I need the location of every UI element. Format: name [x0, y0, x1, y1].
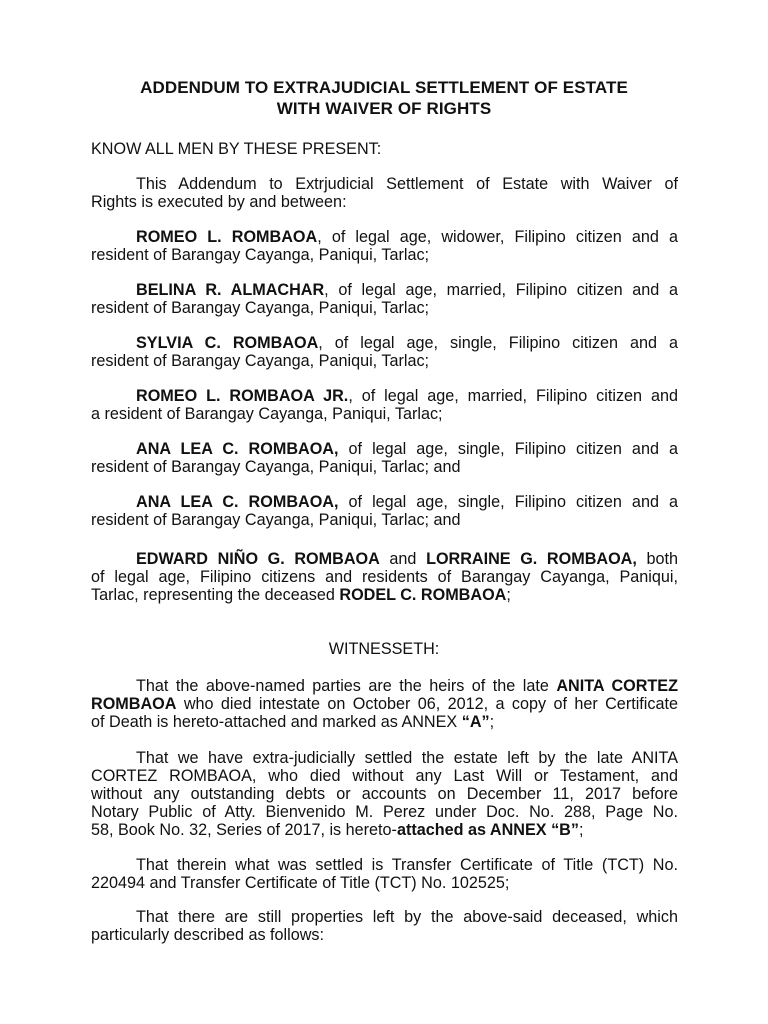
settlement-line-2: CORTEZ ROMBAOA, who died without any Last Will or Testament, and	[91, 767, 678, 785]
party-name: ANA LEA C. ROMBAOA,	[136, 493, 339, 511]
representation-line-2: of legal age, Filipino citizens and residents of Barangay Cayanga, Paniqui,	[91, 568, 678, 586]
party-line-1	[136, 493, 678, 511]
representation-line-3	[91, 586, 678, 604]
heirs-text: That the above-named parties are the heirs of the late	[136, 677, 557, 695]
representative-name: LORRAINE G. ROMBAOA,	[426, 550, 637, 568]
deceased-name: RODEL C. ROMBAOA	[339, 586, 507, 604]
decedent-surname: ROMBAOA	[91, 695, 177, 713]
party-line-1	[136, 334, 678, 352]
party-description: of legal age, single, Filipino citizen and a	[338, 440, 678, 458]
heirs-line-3	[91, 713, 678, 731]
party-description: , of legal age, widower, Filipino citizen and a	[317, 228, 678, 246]
settlement-line-4: Notary Public of Atty. Bienvenido M. Perez under Doc. No. 288, Page No.	[91, 803, 678, 821]
representation-line-1	[136, 550, 678, 568]
party-line-1	[136, 228, 678, 246]
party-residence: resident of Barangay Cayanga, Paniqui, Tarlac; and	[91, 458, 461, 476]
settlement-line-5	[91, 821, 678, 839]
party-description: of legal age, single, Filipino citizen and a	[338, 493, 678, 511]
party-name: ROMEO L. ROMBAOA JR.	[136, 387, 349, 405]
party-name: BELINA R. ALMACHAR	[136, 281, 325, 299]
witnesseth-heading: WITNESSETH:	[328, 640, 440, 658]
party-residence: resident of Barangay Cayanga, Paniqui, Tarlac;	[91, 352, 430, 370]
settlement-end: ;	[578, 821, 584, 839]
representation-end: ;	[506, 586, 511, 604]
document-title-line-1: ADDENDUM TO EXTRAJUDICIAL SETTLEMENT OF ESTATE	[140, 78, 628, 97]
party-name: SYLVIA C. ROMBAOA	[136, 334, 319, 352]
opening-statement: KNOW ALL MEN BY THESE PRESENT:	[91, 140, 382, 158]
party-line-1	[136, 387, 678, 405]
representation-conjunction: and	[379, 550, 427, 568]
document-title-line-2: WITH WAIVER OF RIGHTS	[276, 99, 492, 118]
properties-line-1: That there are still properties left by the above-said deceased, which	[136, 908, 678, 926]
intro-line-1: This Addendum to Extrjudicial Settlement of Estate with Waiver of	[136, 175, 678, 193]
annex-b-label: attached as ANNEX “B”	[396, 821, 579, 839]
heirs-text: who died intestate on October 06, 2012, a copy of her Certificate	[176, 695, 678, 713]
tct-line-1: That therein what was settled is Transfer Certificate of Title (TCT) No.	[136, 856, 678, 874]
party-residence: resident of Barangay Cayanga, Paniqui, Tarlac;	[91, 246, 430, 264]
party-line-1	[136, 281, 678, 299]
party-name: ROMEO L. ROMBAOA	[136, 228, 318, 246]
party-name: ANA LEA C. ROMBAOA,	[136, 440, 339, 458]
properties-line-2: particularly described as follows:	[91, 926, 325, 944]
party-residence: resident of Barangay Cayanga, Paniqui, Tarlac; and	[91, 511, 461, 529]
decedent-name: ANITA CORTEZ	[556, 677, 678, 695]
party-description: , of legal age, married, Filipino citizen and a	[324, 281, 678, 299]
party-residence: resident of Barangay Cayanga, Paniqui, Tarlac;	[91, 299, 430, 317]
heirs-line-1	[136, 677, 678, 695]
party-line-1	[136, 440, 678, 458]
tct-line-2: 220494 and Transfer Certificate of Title (TCT) No. 102525;	[91, 874, 510, 892]
intro-line-2: Rights is executed by and between:	[91, 193, 347, 211]
heirs-line-2	[91, 695, 678, 713]
settlement-line-1: That we have extra-judicially settled the estate left by the late ANITA	[136, 749, 678, 767]
representation-both: both	[636, 550, 678, 568]
heirs-text: of Death is hereto-attached and marked as ANNEX	[91, 713, 462, 731]
representative-name: EDWARD NIÑO G. ROMBAOA	[136, 550, 380, 568]
party-description: , of legal age, single, Filipino citizen and a	[318, 334, 678, 352]
heirs-end: ;	[489, 713, 495, 731]
representation-text: Tarlac, representing the deceased	[91, 586, 340, 604]
settlement-text: 58, Book No. 32, Series of 2017, is hereto-	[91, 821, 397, 839]
party-description: , of legal age, married, Filipino citizen and	[348, 387, 678, 405]
party-residence: a resident of Barangay Cayanga, Paniqui, Tarlac;	[91, 405, 443, 423]
annex-a-label: “A”	[461, 713, 490, 731]
settlement-line-3: without any outstanding debts or accounts on December 11, 2017 before	[91, 785, 678, 803]
